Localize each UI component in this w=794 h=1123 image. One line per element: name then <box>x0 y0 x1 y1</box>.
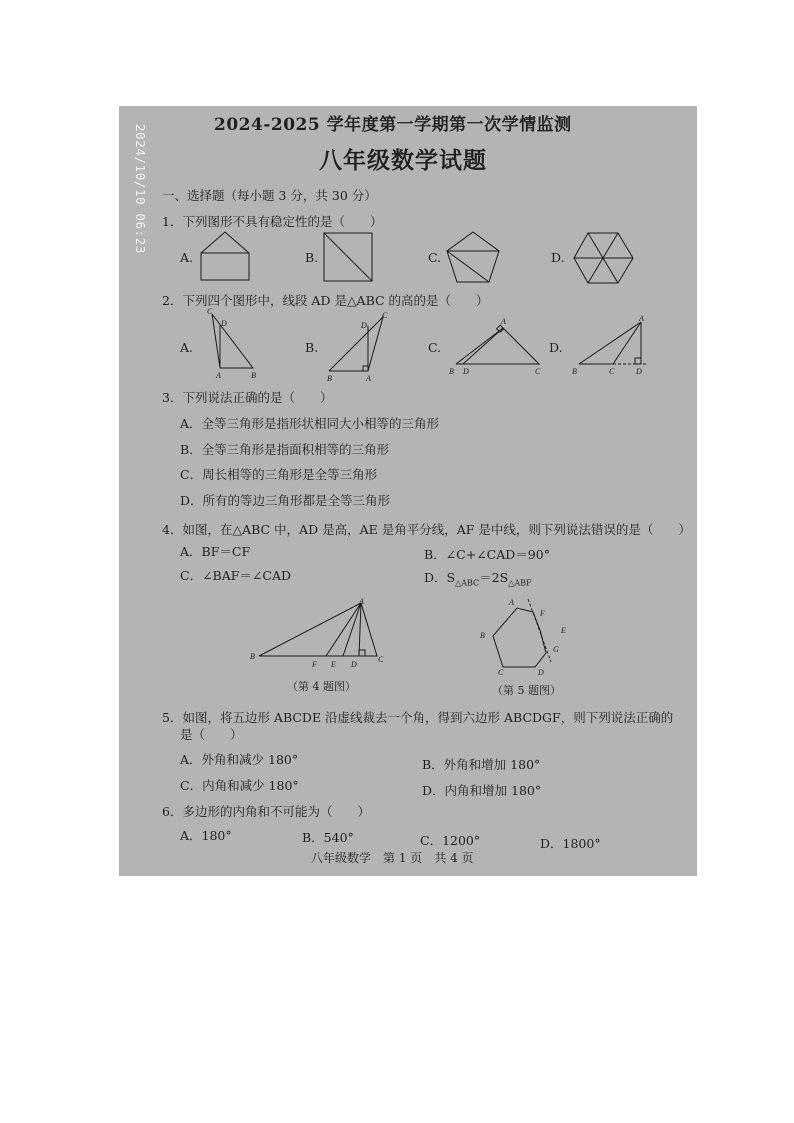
q1-option-a: A. <box>180 250 194 265</box>
q2-figure-c <box>447 316 543 376</box>
q4-option-d: D．$S_{\triangle ABC}=2S_{\triangle ABF}$ <box>424 570 532 588</box>
q2a-label-c: C <box>207 307 213 316</box>
q1-option-d: D. <box>551 250 565 265</box>
q2b-label-b: B <box>327 374 332 383</box>
exam-title: 2024-2025 学年度第一学期第一次学情监测 <box>214 115 572 135</box>
q4-label-c: C <box>378 655 384 664</box>
q2c-label-b: B <box>449 367 454 376</box>
q5-stem-line1: 5．如图，将五边形 ABCDE 沿虚线裁去一个角，得到六边形 ABCDGF，则下列说法正确的 <box>162 710 674 725</box>
q2c-label-a: A <box>501 317 506 326</box>
q4-label-b: B <box>250 652 255 661</box>
q2-option-a: A. <box>180 340 194 355</box>
q2c-label-d: D <box>463 367 469 376</box>
q2-option-b: B. <box>305 340 319 355</box>
q6-option-a: A．180° <box>180 828 232 843</box>
q2-figure-d <box>571 314 655 378</box>
q4-label-a: A <box>359 597 364 606</box>
q2c-label-c: C <box>535 367 541 376</box>
q5-label-g: G <box>553 645 559 654</box>
q4-label-d: D <box>351 660 357 669</box>
q5-figure-caption: （第 5 题图） <box>492 684 561 697</box>
q2b-label-d: D <box>361 321 367 330</box>
q5-label-b: B <box>480 631 485 640</box>
q2a-label-b: B <box>251 371 256 380</box>
q1-stem: 1．下列图形不具有稳定性的是（ ） <box>162 214 383 229</box>
q2d-label-d: D <box>636 367 642 376</box>
q4-option-c: C．∠BAF＝∠CAD <box>180 568 292 583</box>
q4-figure-caption: （第 4 题图） <box>287 680 356 693</box>
exam-subtitle: 八年级数学试题 <box>319 147 487 174</box>
q5-option-a: A．外角和减少 180° <box>180 752 299 767</box>
q2-figure-b <box>324 306 389 386</box>
q4-option-b: B．∠C+∠CAD＝90° <box>424 547 550 562</box>
q5-label-a: A <box>509 598 514 607</box>
q6-option-c: C．1200° <box>420 833 481 848</box>
q3-option-c: C．周长相等的三角形是全等三角形 <box>180 467 378 482</box>
q4-label-f: F <box>312 660 317 669</box>
q5-label-d: D <box>538 668 544 677</box>
q2-option-c: C. <box>428 340 442 355</box>
q2b-label-c: C <box>382 311 388 320</box>
q5-option-c: C．内角和减少 180° <box>180 778 299 793</box>
q5-option-d: D．内角和增加 180° <box>422 783 542 798</box>
q5-option-b: B．外角和增加 180° <box>422 757 541 772</box>
q5-stem-line2: 是（ ） <box>180 727 243 742</box>
q6-option-d: D．1800° <box>540 836 601 851</box>
q2b-label-a: A <box>366 374 371 383</box>
q2d-label-a: A <box>639 314 644 323</box>
q2-option-d: D. <box>549 340 563 355</box>
q2-figure-a <box>201 306 261 384</box>
photo-timestamp: 2024/10/10 06:23 <box>133 124 148 255</box>
q1-option-c: C. <box>428 250 442 265</box>
q2-stem: 2．下列四个图形中，线段 AD 是△ABC 的高的是（ ） <box>162 293 489 308</box>
q5-label-e: E <box>561 626 566 635</box>
q3-option-d: D．所有的等边三角形都是全等三角形 <box>180 493 391 508</box>
exam-sheet <box>119 106 697 876</box>
q1-figure-square <box>323 232 375 284</box>
q4-stem: 4．如图，在△ABC 中，AD 是高，AE 是角平分线，AF 是中线，则下列说法错误的是（ ） <box>162 522 691 537</box>
page-footer: 八年级数学 第 1 页 共 4 页 <box>311 851 474 865</box>
q4-figure-triangle <box>249 596 391 668</box>
q6-option-b: B．540° <box>302 830 354 845</box>
q1-figure-house <box>199 230 254 282</box>
q5-figure-pentagon <box>474 596 574 676</box>
q4-label-e: E <box>331 660 336 669</box>
q6-stem: 6．多边形的内角和不可能为（ ） <box>162 804 370 819</box>
q5-label-f: F <box>540 609 545 618</box>
section-heading: 一、选择题（每小题 3 分，共 30 分） <box>162 188 377 203</box>
q2d-label-b: B <box>572 367 577 376</box>
q2a-label-d: D <box>221 319 227 328</box>
q3-option-a: A．全等三角形是指形状相同大小相等的三角形 <box>180 416 440 431</box>
q2a-label-a: A <box>216 371 221 380</box>
q5-label-c: C <box>498 668 504 677</box>
q1-option-b: B. <box>305 250 319 265</box>
q3-stem: 3．下列说法正确的是（ ） <box>162 390 333 405</box>
q2d-label-c: C <box>609 367 615 376</box>
q3-option-b: B．全等三角形是指面积相等的三角形 <box>180 442 390 457</box>
q1-figure-hexagon <box>573 230 635 286</box>
q1-figure-pentagon <box>445 230 503 286</box>
q4-option-a: A．BF＝CF <box>180 544 251 559</box>
